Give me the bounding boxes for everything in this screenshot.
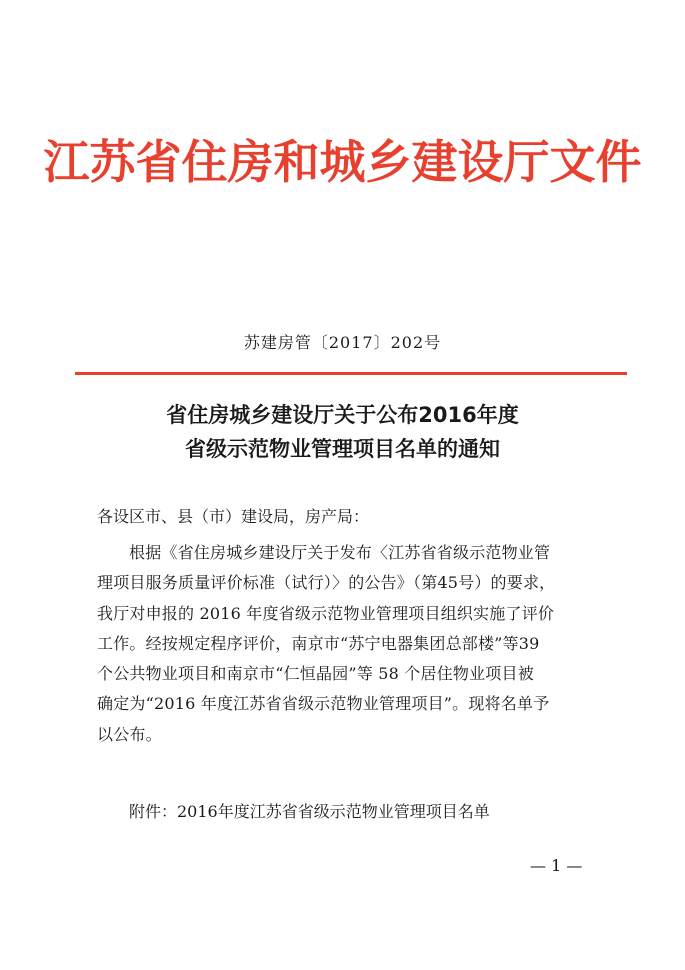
body-line: 确定为“2016 年度江苏省省级示范物业管理项目”。现将名单予 [97,694,550,714]
body-line: 工作。经按规定程序评价，南京市“苏宁电器集团总部楼”等39 [97,633,540,653]
attachment-note: 附件：2016年度江苏省省级示范物业管理项目名单 [129,802,490,821]
notice-title [0,398,685,466]
body-line: 理项目服务质量评价标准（试行）〉的公告》（第45号）的要求， [97,573,556,593]
body-line: 个公共物业项目和南京市“仁恒晶园”等 58 个居住物业项目被 [97,664,534,684]
notice-body [97,538,597,750]
page-number: — 1 — [530,856,583,875]
body-line: 根据《省住房城乡建设厅关于发布〈江苏省省级示范物业管 [129,543,551,562]
notice-title-line-1: 省住房城乡建设厅关于公布2016年度 [166,403,519,427]
notice-title-line-2: 省级示范物业管理项目名单的通知 [185,437,500,461]
salutation: 各设区市、县（市）建设局，房产局： [97,507,370,526]
body-line: 我厅对申报的 2016 年度省级示范物业管理项目组织实施了评价 [97,603,555,623]
document-masthead: 江苏省住房和城乡建设厅文件 [43,135,642,189]
document-number: 苏建房管〔2017〕202号 [243,333,442,352]
body-line: 以公布。 [97,724,162,744]
red-divider-line [75,372,627,375]
